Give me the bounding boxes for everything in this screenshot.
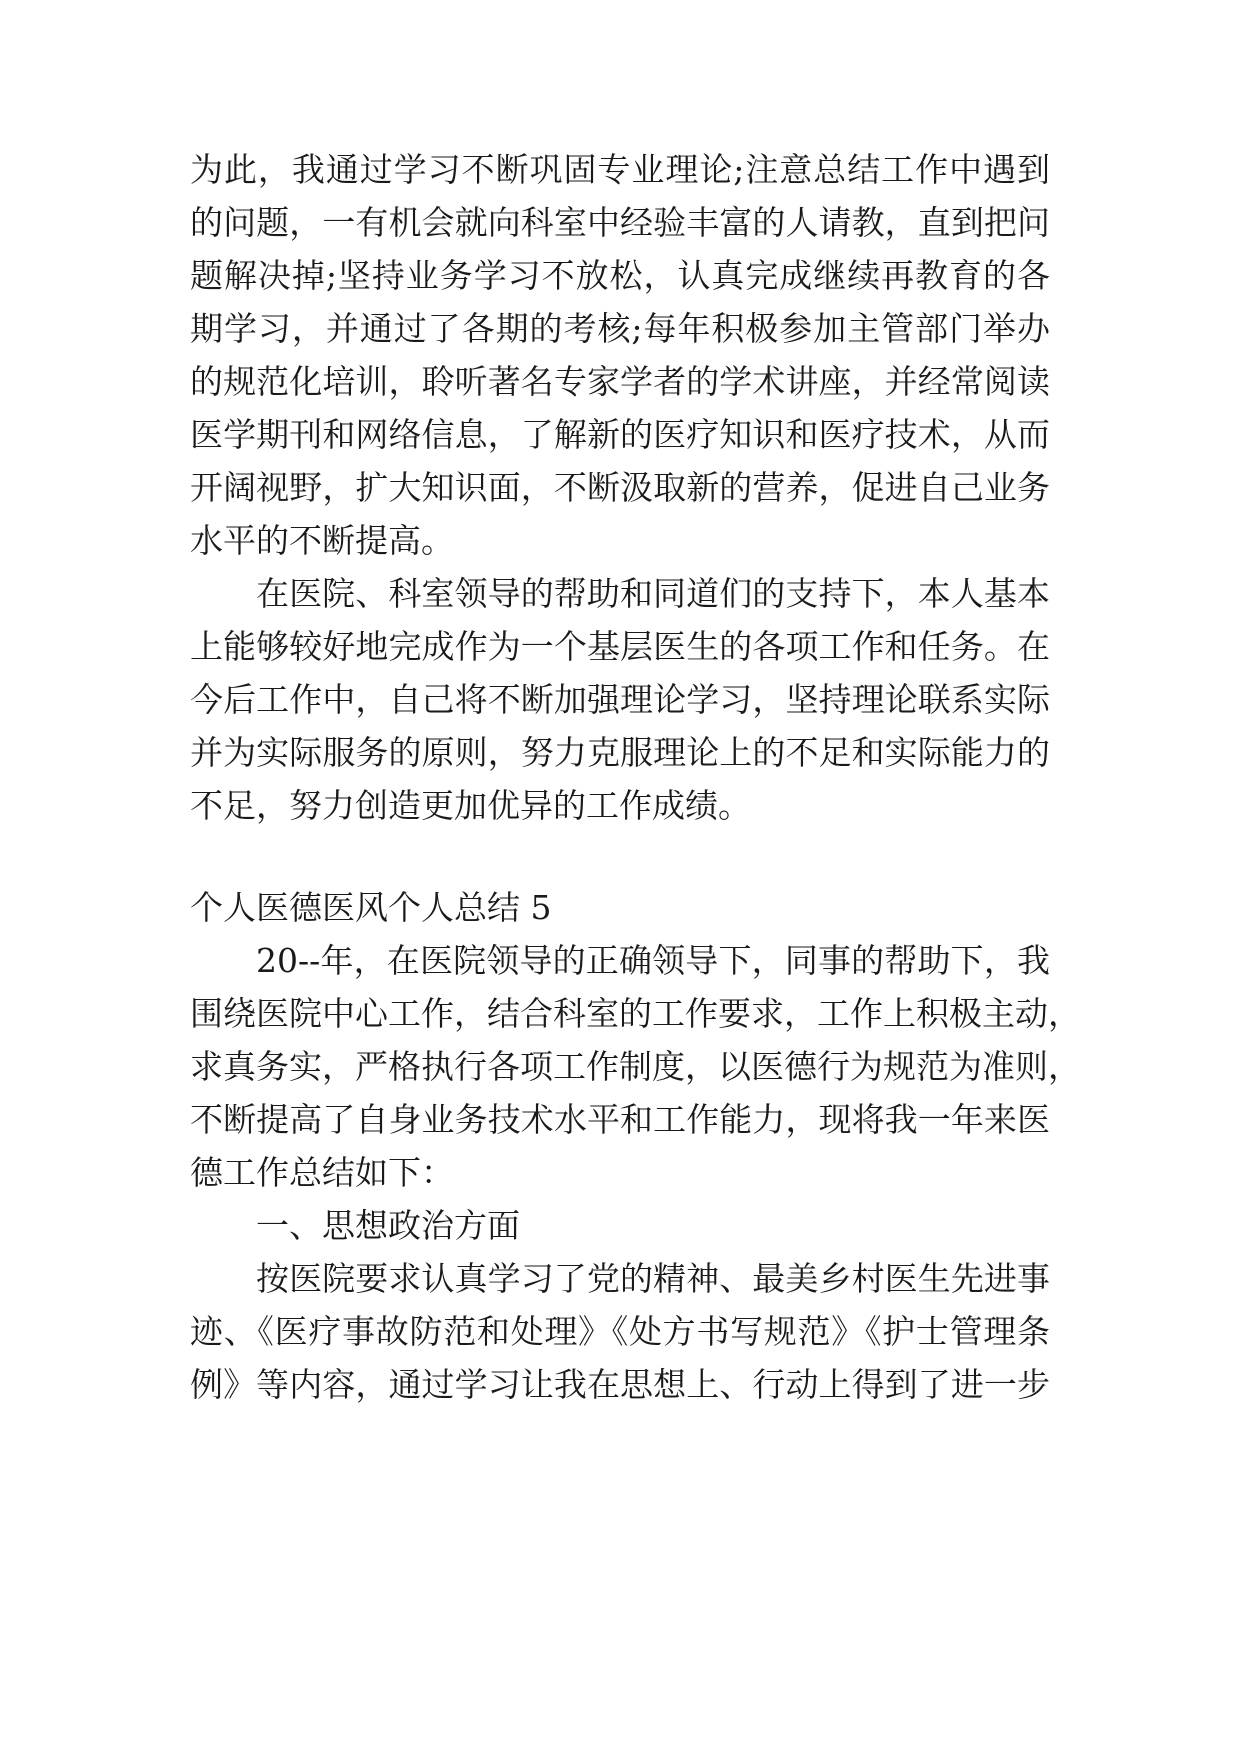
paragraph-line: 开阔视野，扩大知识面，不断汲取新的营养，促进自己业务 [190, 468, 1050, 507]
paragraph-line: 并为实际服务的原则，努力克服理论上的不足和实际能力的 [190, 733, 1050, 772]
section-heading: 个人医德医风个人总结 5 [190, 888, 552, 927]
paragraph-line: 按医院要求认真学习了党的精神、最美乡村医生先进事 [256, 1259, 1050, 1298]
paragraph-line: 在医院、科室领导的帮助和同道们的支持下，本人基本 [256, 574, 1050, 613]
paragraph-line: 医学期刊和网络信息，了解新的医疗知识和医疗技术，从而 [190, 415, 1050, 454]
paragraph-line: 例》等内容，通过学习让我在思想上、行动上得到了进一步 [190, 1365, 1050, 1404]
paragraph-line: 的问题，一有机会就向科室中经验丰富的人请教，直到把问 [190, 203, 1050, 242]
paragraph-line: 20--年，在医院领导的正确领导下，同事的帮助下，我 [256, 941, 1050, 980]
paragraph-line: 上能够较好地完成作为一个基层医生的各项工作和任务。在 [190, 627, 1050, 666]
paragraph-line: 不足，努力创造更加优异的工作成绩。 [190, 786, 751, 825]
paragraph-line: 不断提高了自身业务技术水平和工作能力，现将我一年来医 [190, 1100, 1050, 1139]
paragraph-line: 求真务实，严格执行各项工作制度，以医德行为规范为准则， [190, 1047, 1081, 1086]
paragraph-line: 今后工作中，自己将不断加强理论学习，坚持理论联系实际 [190, 680, 1050, 719]
paragraph-line: 德工作总结如下： [190, 1153, 454, 1192]
paragraph-line: 围绕医院中心工作，结合科室的工作要求，工作上积极主动， [190, 994, 1081, 1033]
paragraph-line: 迹、《医疗事故防范和处理》《处方书写规范》《护士管理条 [190, 1312, 1050, 1351]
paragraph-line: 题解决掉;坚持业务学习不放松，认真完成继续再教育的各 [190, 256, 1050, 295]
paragraph-line: 水平的不断提高。 [190, 521, 454, 560]
paragraph-line: 为此，我通过学习不断巩固专业理论;注意总结工作中遇到 [190, 150, 1050, 189]
paragraph-line: 的规范化培训，聆听著名专家学者的学术讲座，并经常阅读 [190, 362, 1050, 401]
subsection-heading: 一、思想政治方面 [256, 1206, 520, 1245]
paragraph-line: 期学习，并通过了各期的考核;每年积极参加主管部门举办 [190, 309, 1050, 348]
